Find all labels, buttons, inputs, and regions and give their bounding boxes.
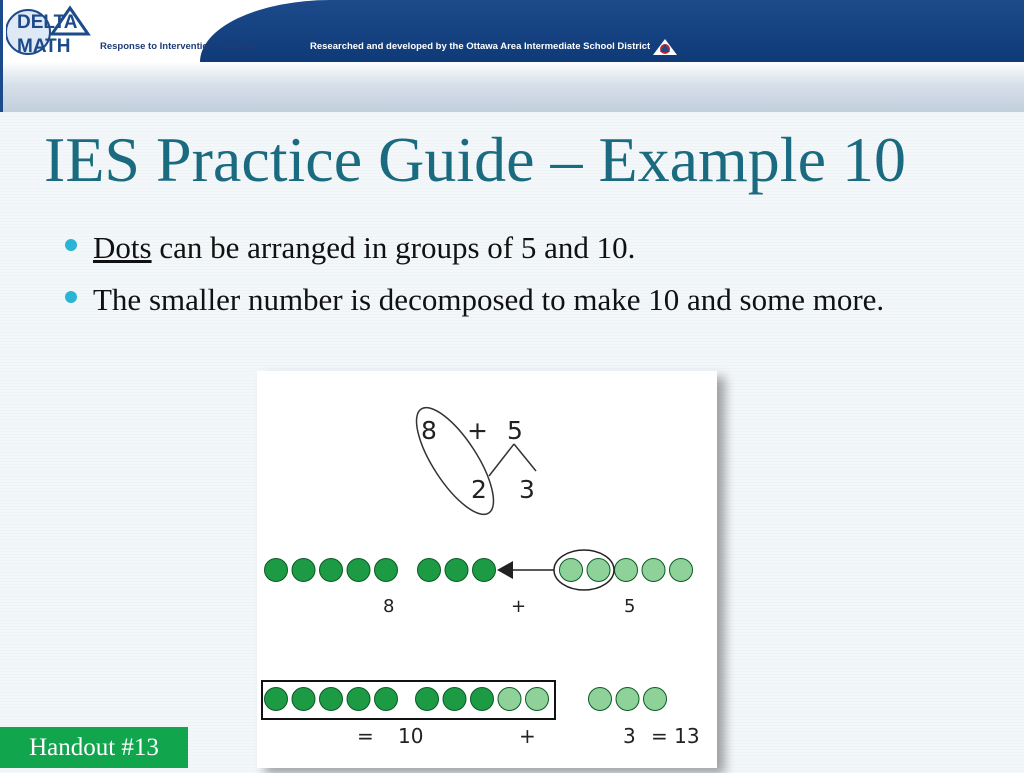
row1-label-b: 5 — [624, 596, 636, 617]
program-text: Response to Intervention Program — [100, 41, 256, 52]
light-dot — [589, 688, 612, 711]
bullet-underlined-term: Dots — [93, 230, 152, 265]
delta-math-logo — [6, 4, 96, 60]
dark-dot — [265, 688, 288, 711]
bullet-dot-icon — [65, 291, 77, 303]
dark-dot — [443, 688, 466, 711]
equation-op: + — [467, 416, 488, 445]
light-dot — [560, 559, 583, 582]
bullet-text: The smaller number is decomposed to make 10 and some more. — [93, 282, 885, 317]
logo-math-text: MATH — [17, 36, 71, 57]
dark-dot — [320, 688, 343, 711]
row2-eq: = — [357, 724, 374, 748]
header-edge — [0, 0, 3, 112]
bullet-item — [62, 278, 962, 322]
dark-dot — [292, 688, 315, 711]
row2-total: = 13 — [651, 724, 700, 748]
light-dot — [615, 559, 638, 582]
dark-dot — [418, 559, 441, 582]
decomposition-diagram — [257, 371, 717, 768]
light-dot — [498, 688, 521, 711]
dark-dot — [473, 559, 496, 582]
slide-title: IES Practice Guide – Example 10 — [44, 124, 906, 195]
row1-label-a: 8 — [383, 596, 395, 617]
equation-split2: 3 — [519, 475, 535, 504]
light-dot — [644, 688, 667, 711]
dark-dot — [347, 559, 370, 582]
district-logo-icon — [652, 38, 678, 56]
dark-dot — [375, 688, 398, 711]
light-dot — [587, 559, 610, 582]
arrow-head-icon — [497, 561, 513, 579]
dark-dot — [265, 559, 288, 582]
light-dot — [616, 688, 639, 711]
row2-ten: 10 — [398, 724, 424, 748]
dark-dot — [471, 688, 494, 711]
header-banner — [0, 0, 1024, 112]
bullet-dot-icon — [65, 239, 77, 251]
split-line-right — [514, 444, 536, 471]
dot-row-1 — [265, 559, 693, 582]
dark-dot — [375, 559, 398, 582]
light-dot — [526, 688, 549, 711]
bullet-list — [62, 226, 962, 330]
row1-label-op: + — [511, 596, 527, 617]
split-line-left — [489, 444, 514, 476]
decomposition-figure — [257, 371, 717, 768]
light-dot — [642, 559, 665, 582]
research-text: Researched and developed by the Ottawa Area Intermediate School District — [310, 41, 651, 52]
row2-three: 3 — [623, 724, 636, 748]
dark-dot — [445, 559, 468, 582]
logo-delta-text: DELTA — [17, 12, 78, 33]
dark-dot — [347, 688, 370, 711]
dark-dot — [320, 559, 343, 582]
equation-b: 5 — [507, 416, 523, 445]
equation-a: 8 — [421, 416, 437, 445]
handout-label: Handout #13 — [0, 727, 188, 768]
dark-dot — [416, 688, 439, 711]
bullet-item — [62, 226, 962, 270]
dark-dot — [292, 559, 315, 582]
equation-split1: 2 — [471, 475, 487, 504]
grouping-ellipse — [403, 397, 507, 525]
row2-plus: + — [519, 724, 536, 748]
dot-row-2 — [265, 688, 667, 711]
light-dot — [670, 559, 693, 582]
header-band — [200, 0, 1024, 62]
bullet-text: can be arranged in groups of 5 and 10. — [151, 230, 636, 265]
